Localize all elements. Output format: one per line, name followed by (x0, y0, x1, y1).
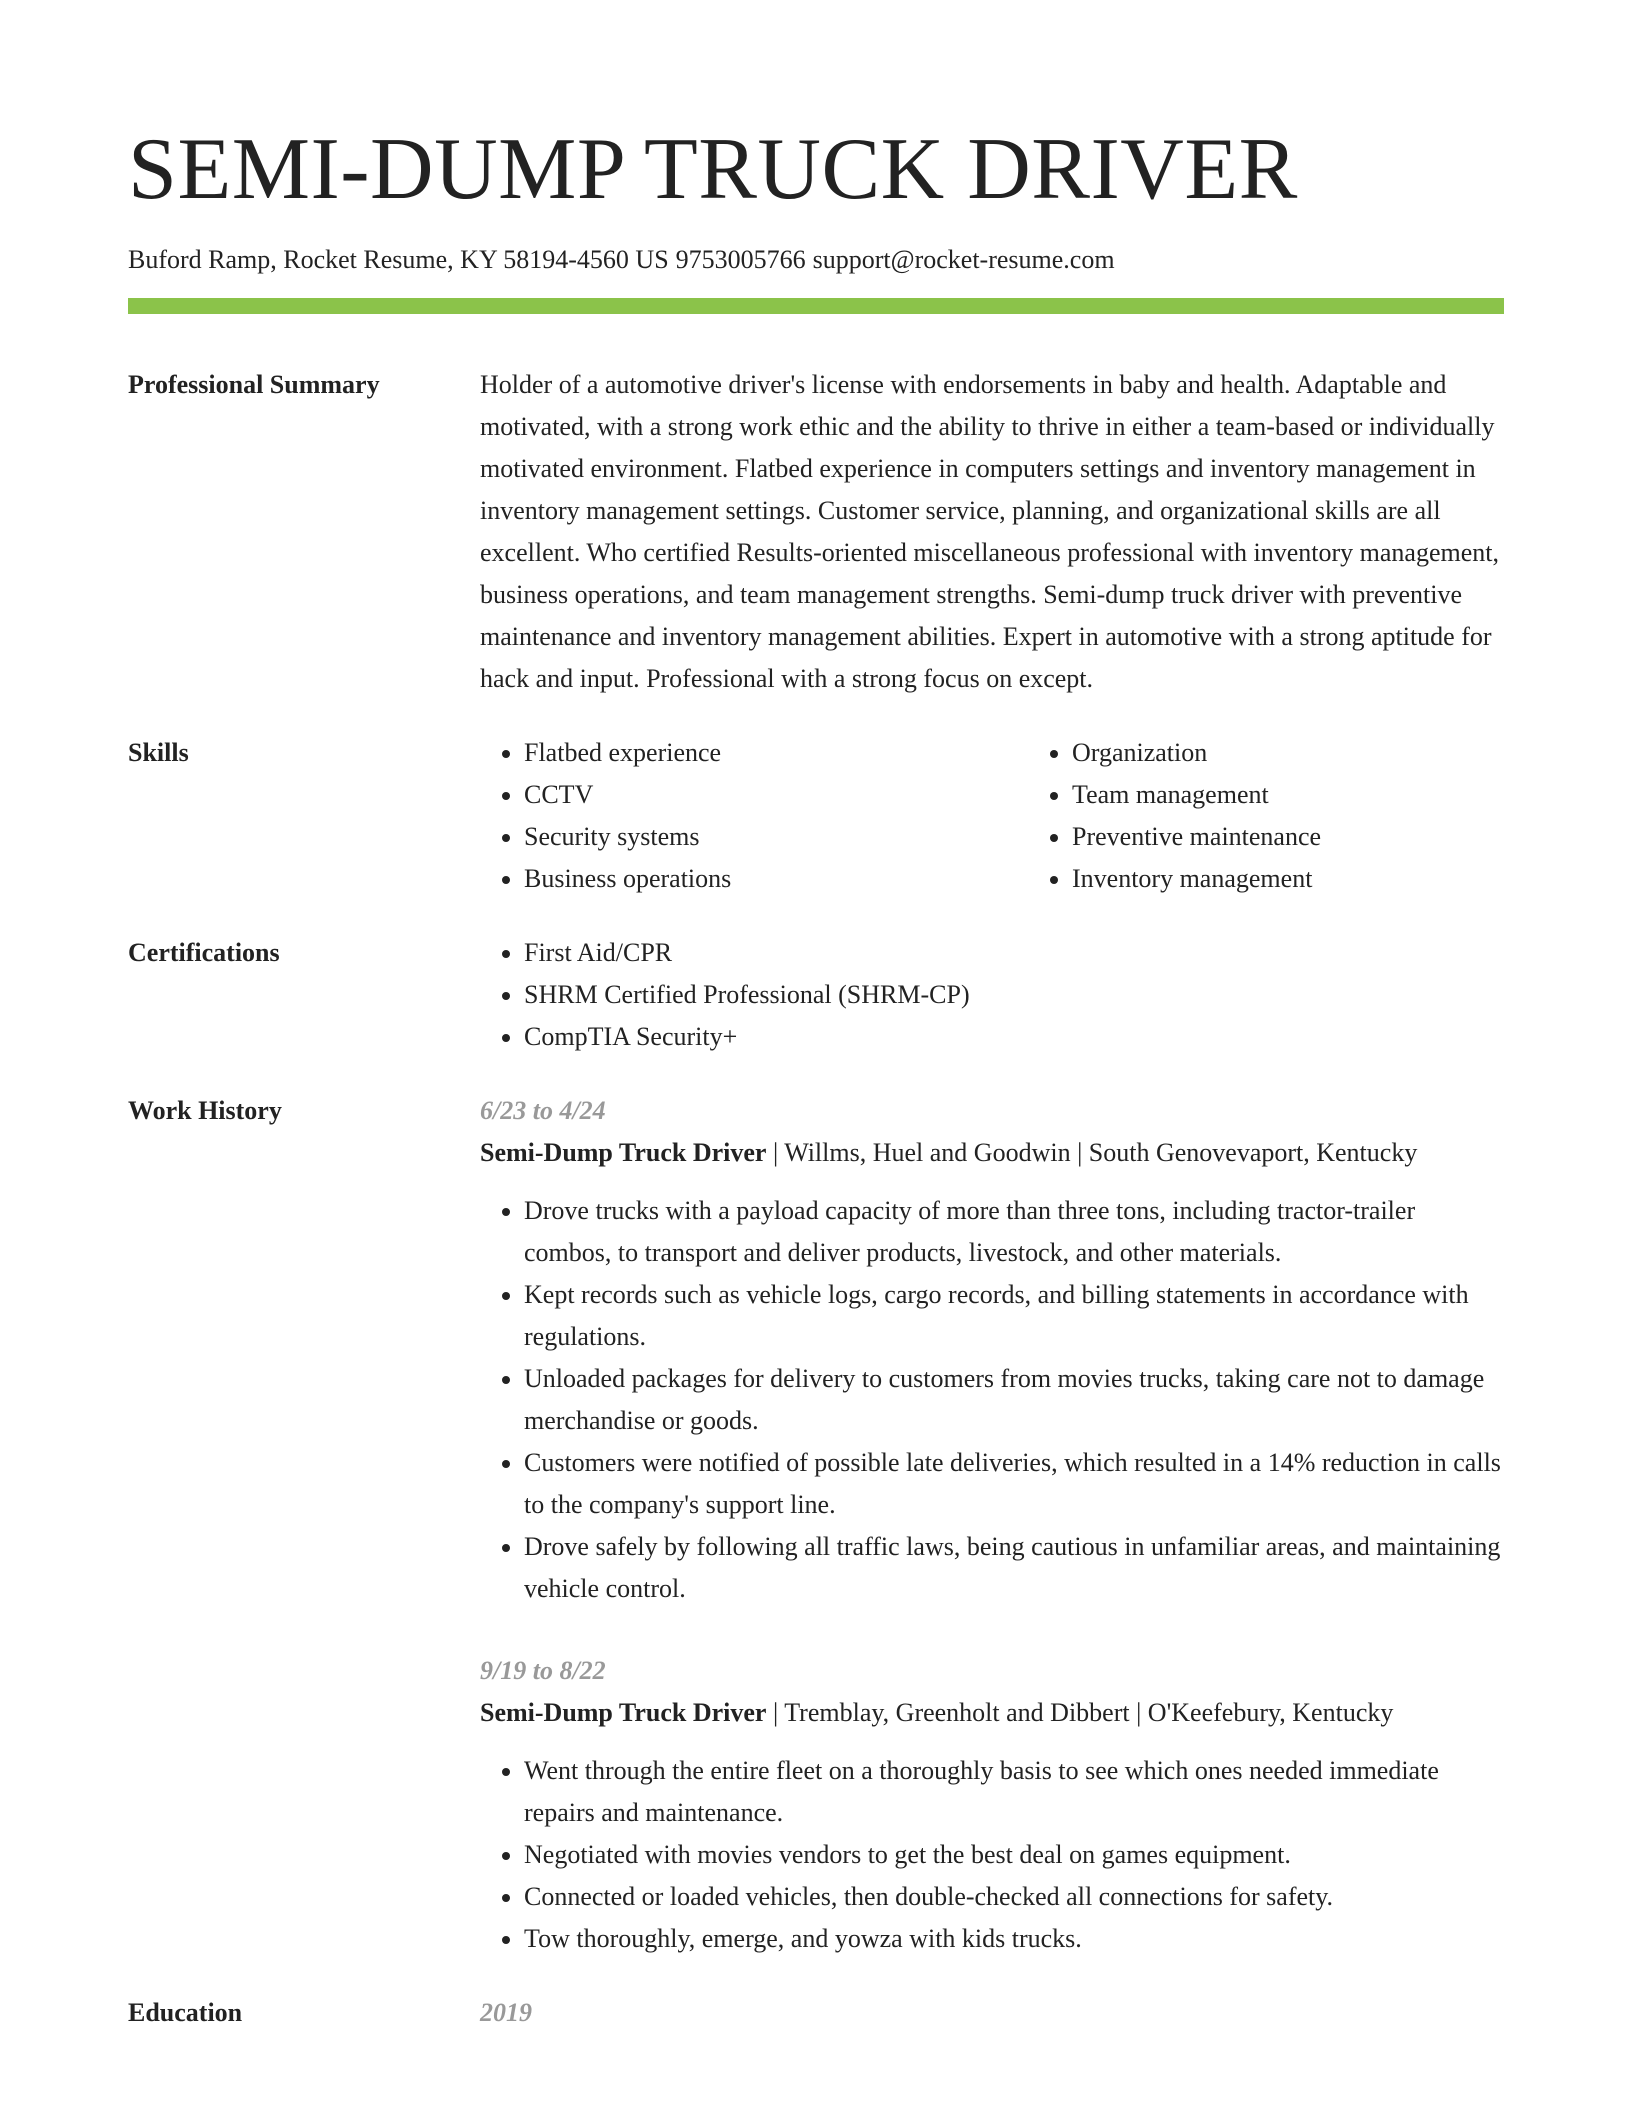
job-entry (480, 1090, 1504, 1610)
skill-item: • Organization (1072, 732, 1576, 774)
job-bullet: • Drove trucks with a payload capacity of more than three tons, including tractor-trailer combos, to transport and deliver products, livestock, and other materials. (524, 1190, 1504, 1274)
job-bullet: • Unloaded packages for delivery to customers from movies trucks, taking care not to damage merchandise or goods. (524, 1358, 1504, 1442)
certifications-list (480, 932, 1504, 1058)
job-bullet: • Kept records such as vehicle logs, cargo records, and billing statements in accordance with regulations. (524, 1274, 1504, 1358)
job-entry (480, 1650, 1504, 1960)
address: Buford Ramp, Rocket Resume, KY 58194-4560 US (128, 245, 669, 274)
job-bullet: • Customers were notified of possible late deliveries, which resulted in a 14% reduction in calls to the company's support line. (524, 1442, 1504, 1526)
skill-item: • Business operations (524, 858, 1028, 900)
certification-item: • CompTIA Security+ (524, 1016, 1504, 1058)
contact-line (128, 242, 1504, 278)
skill-item: • Team management (1072, 774, 1576, 816)
section-title-work-history: Work History (128, 1096, 282, 1125)
section-title-summary: Professional Summary (128, 370, 380, 399)
work-history-section (128, 1090, 1504, 1960)
job-role: Semi-Dump Truck Driver (480, 1698, 767, 1727)
certifications-section (128, 932, 1504, 1058)
education-body (480, 1992, 1504, 2034)
job-bullets (480, 1190, 1504, 1610)
education-date: 2019 (480, 1998, 532, 2027)
certification-item: • First Aid/CPR (524, 932, 1504, 974)
section-title-skills: Skills (128, 738, 189, 767)
skill-item: • Security systems (524, 816, 1028, 858)
work-history-body (480, 1090, 1504, 1960)
job-bullets (480, 1750, 1504, 1960)
skills-section (128, 732, 1504, 900)
job-details: | Willms, Huel and Goodwin | South Genovevaport, Kentucky (766, 1138, 1418, 1167)
job-role: Semi-Dump Truck Driver (480, 1138, 767, 1167)
job-dates: 6/23 to 4/24 (480, 1096, 606, 1125)
job-heading (480, 1132, 1504, 1174)
job-dates: 9/19 to 8/22 (480, 1656, 606, 1685)
skill-item: • Inventory management (1072, 858, 1576, 900)
section-title-education: Education (128, 1998, 243, 2027)
candidate-title: SEMI-DUMP TRUCK DRIVER (128, 121, 1298, 218)
skills-column-left (480, 732, 1028, 900)
job-bullet: • Went through the entire fleet on a thoroughly basis to see which ones needed immediate repairs and maintenance. (524, 1750, 1504, 1834)
job-details: | Tremblay, Greenholt and Dibbert | O'Keefebury, Kentucky (766, 1698, 1394, 1727)
summary-text: Holder of a automotive driver's license with endorsements in baby and health. Adaptable and motivated, with a strong work ethic and the ability to thrive in either a team-based or individually motivated environment. Flatbed experience in computers settings and inventory management in inventory management settings. Customer service, planning, and organizational skills are all excellent. Who certified Results-oriented miscellaneous professional with inventory management, business operations, and team management strengths. Semi-dump truck driver with preventive maintenance and inventory management abilities. Expert in automotive with a strong aptitude for hack and input. Professional with a strong focus on except. (480, 370, 1499, 693)
skill-item: • Preventive maintenance (1072, 816, 1576, 858)
phone: 9753005766 (675, 245, 806, 274)
certification-item: • SHRM Certified Professional (SHRM-CP) (524, 974, 1504, 1016)
email: support@rocket-resume.com (812, 245, 1115, 274)
job-bullet: • Negotiated with movies vendors to get the best deal on games equipment. (524, 1834, 1504, 1876)
job-bullet: • Connected or loaded vehicles, then double-checked all connections for safety. (524, 1876, 1504, 1918)
header-divider (128, 298, 1504, 314)
skill-item: • Flatbed experience (524, 732, 1028, 774)
summary-section (128, 364, 1504, 700)
section-title-certifications: Certifications (128, 938, 280, 967)
skill-item: • CCTV (524, 774, 1028, 816)
job-bullet: • Drove safely by following all traffic laws, being cautious in unfamiliar areas, and maintaining vehicle control. (524, 1526, 1504, 1610)
skills-column-right (1028, 732, 1576, 900)
job-bullet: • Tow thoroughly, emerge, and yowza with kids trucks. (524, 1918, 1504, 1960)
certifications-body (480, 932, 1504, 1058)
skills-grid (480, 732, 1576, 900)
education-section (128, 1992, 1504, 2034)
job-heading (480, 1692, 1504, 1734)
